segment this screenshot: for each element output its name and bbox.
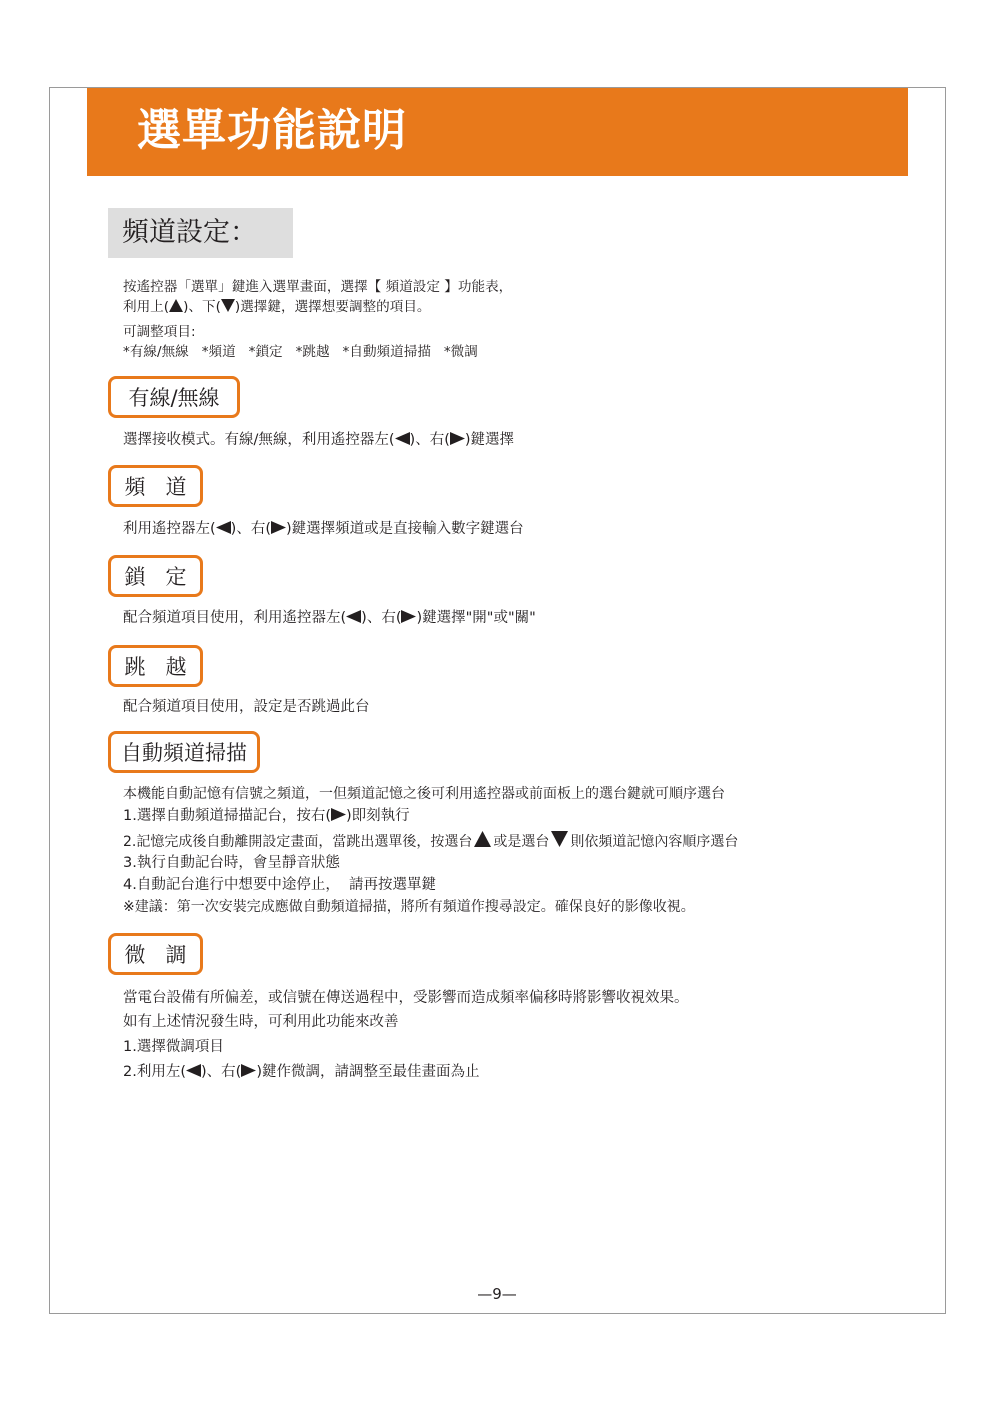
right-triangle-icon xyxy=(271,521,286,534)
down-triangle-icon xyxy=(221,299,235,312)
autoscan-line-6: ※建議：第一次安裝完成應做自動頻道掃描，將所有頻道作搜尋設定。確保良好的影像收視。 xyxy=(123,899,695,915)
autoscan-line-1: 本機能自動記憶有信號之頻道，一但頻道記憶之後可利用遙控器或前面板上的選台鍵就可順序選台 xyxy=(123,786,725,802)
section-title: 頻道設定： xyxy=(122,217,257,248)
right-triangle-icon xyxy=(450,432,465,445)
finetune-line-4-a: 2.利用左( xyxy=(123,1064,186,1080)
autoscan-heading-box xyxy=(108,731,260,773)
adjustable-items: *有線/無線 *頻道 *鎖定 *跳越 *自動頻道掃描 *微調 xyxy=(123,344,478,360)
left-triangle-icon xyxy=(395,432,410,445)
finetune-heading: 微調 xyxy=(124,943,207,967)
autoscan-line-3-b: 或是選台 xyxy=(493,834,550,850)
skip-text: 配合頻道項目使用，設定是否跳過此台 xyxy=(123,699,370,715)
skip-heading-box xyxy=(108,645,207,687)
intro-line-2 xyxy=(123,297,431,317)
autoscan-line-4: 3.執行自動記台時，會呈靜音狀態 xyxy=(123,855,340,871)
lock-text xyxy=(123,608,536,628)
cable-text-a: 選擇接收模式。有線/無線，利用遙控器左( xyxy=(123,432,395,448)
channel-heading-box xyxy=(108,465,207,507)
channel-text-a: 利用遙控器左( xyxy=(123,521,216,537)
title-banner xyxy=(87,88,908,176)
autoscan-line-3-a: 2.記憶完成後自動離開設定畫面，當跳出選單後，按選台 xyxy=(123,834,473,850)
intro-line-1: 按遙控器「選單」鍵進入選單畫面，選擇【 頻道設定 】功能表， xyxy=(123,279,513,295)
channel-text-c: )鍵選擇頻道或是直接輸入數字鍵選台 xyxy=(286,521,524,537)
autoscan-line-2-a: 1.選擇自動頻道掃描記台，按右( xyxy=(123,808,331,824)
lock-text-c: )鍵選擇"開"或"關" xyxy=(416,610,536,626)
left-triangle-icon xyxy=(346,610,361,623)
cable-heading-box xyxy=(108,376,240,418)
intro-line-2-a: 利用上( xyxy=(123,299,170,315)
up-triangle-icon xyxy=(169,299,183,312)
right-triangle-icon xyxy=(331,808,346,821)
up-triangle-icon xyxy=(474,831,491,847)
autoscan-line-3-c: 則依頻道記憶內容順序選台 xyxy=(570,834,739,850)
lock-text-b: )、右( xyxy=(361,610,402,626)
section-header xyxy=(108,208,293,258)
finetune-line-4 xyxy=(123,1062,479,1082)
autoscan-line-2-b: )即刻執行 xyxy=(346,808,410,824)
lock-heading: 鎖定 xyxy=(124,565,207,589)
finetune-line-3: 1.選擇微調項目 xyxy=(123,1039,224,1055)
left-triangle-icon xyxy=(186,1064,201,1077)
cable-text-c: )鍵選擇 xyxy=(464,432,515,448)
intro-line-2-b: )、下( xyxy=(183,299,221,315)
autoscan-line-2 xyxy=(123,806,410,826)
lock-heading-box xyxy=(108,555,207,597)
cable-text-b: )、右( xyxy=(409,432,450,448)
autoscan-line-3 xyxy=(123,831,738,852)
lock-text-a: 配合頻道項目使用，利用遙控器左( xyxy=(123,610,347,626)
finetune-line-2: 如有上述情況發生時，可利用此功能來改善 xyxy=(123,1014,399,1030)
page-number: —9— xyxy=(477,1285,517,1303)
adjustable-label: 可調整項目: xyxy=(123,324,196,340)
cable-heading: 有線/無線 xyxy=(128,386,220,410)
intro-line-2-c: )選擇鍵，選擇想要調整的項目。 xyxy=(234,299,431,315)
channel-text-b: )、右( xyxy=(230,521,271,537)
down-triangle-icon xyxy=(551,831,568,847)
autoscan-line-5: 4.自動記台進行中想要中途停止， 請再按選單鍵 xyxy=(123,877,437,893)
cable-text xyxy=(123,430,514,450)
finetune-line-4-b: )、右( xyxy=(201,1064,242,1080)
skip-heading: 跳越 xyxy=(124,655,207,679)
finetune-line-1: 當電台設備有所偏差，或信號在傳送過程中，受影響而造成頻率偏移時將影響收視效果。 xyxy=(123,990,689,1006)
autoscan-heading: 自動頻道掃描 xyxy=(121,741,247,765)
channel-heading: 頻道 xyxy=(124,475,207,499)
page-title: 選單功能說明 xyxy=(137,105,407,156)
right-triangle-icon xyxy=(241,1064,256,1077)
finetune-line-4-c: )鍵作微調，請調整至最佳畫面為止 xyxy=(256,1064,480,1080)
channel-text xyxy=(123,519,524,539)
left-triangle-icon xyxy=(216,521,231,534)
right-triangle-icon xyxy=(401,610,416,623)
finetune-heading-box xyxy=(108,933,207,975)
